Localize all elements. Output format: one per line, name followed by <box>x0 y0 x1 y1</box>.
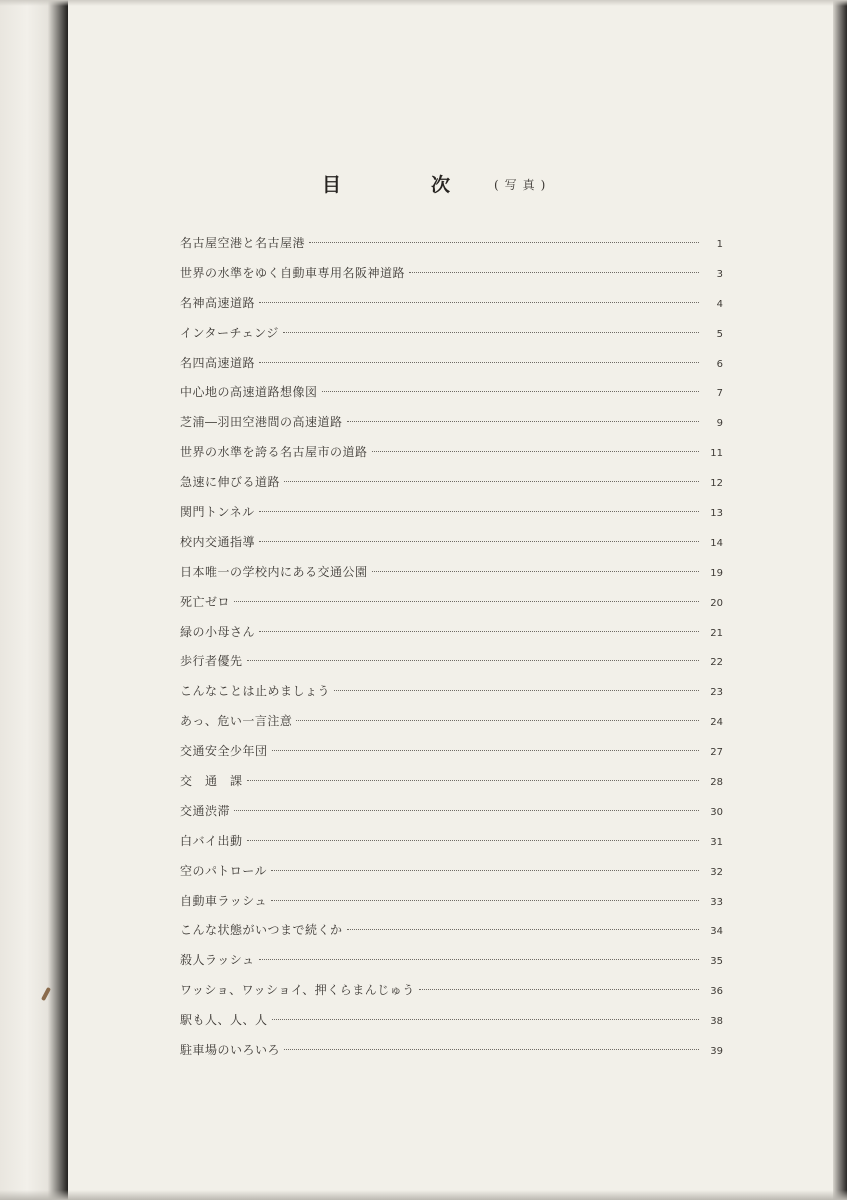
toc-dot-leader <box>347 421 699 422</box>
toc-entry-page-number: 38 <box>710 1016 723 1028</box>
toc-entry <box>180 289 723 319</box>
toc-dot-leader <box>247 780 699 781</box>
toc-entry-title: 校内交通指導 <box>180 534 256 549</box>
toc-entry <box>180 857 723 887</box>
toc-entry-title: ワッショ、ワッショイ、押くらまんじゅう <box>180 983 415 998</box>
toc-entry-title: 殺人ラッシュ <box>180 953 255 968</box>
toc-entry-title: 芝浦―羽田空港間の高速道路 <box>180 415 343 430</box>
page-bottom-edge <box>0 1190 847 1200</box>
toc-dot-leader <box>259 541 699 542</box>
title-subtitle: (写真) <box>494 178 552 192</box>
toc-dot-leader <box>259 302 699 303</box>
toc-entry-title: 日本唯一の学校内にある交通公園 <box>180 564 368 579</box>
toc-entry <box>180 438 723 468</box>
toc-entry-page-number: 19 <box>710 567 723 579</box>
toc-dot-leader <box>419 989 699 990</box>
toc-entry-page-number: 5 <box>716 328 723 340</box>
toc-dot-leader <box>271 900 699 901</box>
toc-entry-title: 空のパトロール <box>180 863 268 878</box>
toc-entry-title: 名四高速道路 <box>180 355 256 370</box>
toc-dot-leader <box>259 631 699 632</box>
toc-entry <box>180 229 723 259</box>
toc-entry-page-number: 3 <box>716 268 723 280</box>
toc-entry-page-number: 21 <box>710 627 723 639</box>
toc-dot-leader <box>296 720 699 721</box>
page-title <box>0 170 847 202</box>
toc-entry <box>180 558 723 588</box>
toc-entry <box>180 677 723 707</box>
toc-entry-title: こんなことは止めましょう <box>180 684 331 699</box>
toc-dot-leader <box>309 242 699 243</box>
toc-entry-page-number: 32 <box>710 866 723 878</box>
toc-dot-leader <box>247 840 699 841</box>
toc-dot-leader <box>409 272 699 273</box>
toc-entry <box>180 349 723 379</box>
toc-dot-leader <box>283 332 699 333</box>
toc-entry <box>180 827 723 857</box>
toc-entry <box>180 707 723 737</box>
toc-dot-leader <box>322 391 699 392</box>
toc-entry-title: 名神高速道路 <box>180 295 256 310</box>
toc-dot-leader <box>234 601 699 602</box>
toc-dot-leader <box>259 511 699 512</box>
toc-dot-leader <box>272 1019 699 1020</box>
toc-dot-leader <box>234 810 699 811</box>
title-char-2: 次 <box>431 174 451 196</box>
toc-entry-page-number: 27 <box>710 747 723 759</box>
toc-entry-page-number: 22 <box>710 657 723 669</box>
toc-entry-title: 名古屋空港と名古屋港 <box>180 236 306 250</box>
toc-entry-page-number: 9 <box>716 418 723 430</box>
toc-entry-page-number: 31 <box>710 836 723 848</box>
toc-dot-leader <box>372 451 699 452</box>
toc-entry-title: 関門トンネル <box>180 505 255 520</box>
toc-entry <box>180 1036 723 1066</box>
toc-entry <box>180 767 723 797</box>
toc-entry <box>180 618 723 648</box>
toc-entry <box>180 408 723 438</box>
page-top-edge <box>0 0 847 6</box>
toc-entry-title: 歩行者優先 <box>180 654 243 669</box>
toc-entry <box>180 1006 723 1036</box>
toc-entry-page-number: 33 <box>710 896 723 908</box>
toc-entry-page-number: 28 <box>710 777 723 789</box>
toc-dot-leader <box>259 959 699 960</box>
toc-entry-title: 交 通 課 <box>180 774 243 789</box>
toc-entry-page-number: 7 <box>716 388 723 400</box>
toc-entry <box>180 647 723 677</box>
toc-entry-title: 自動車ラッシュ <box>180 893 268 908</box>
toc-dot-leader <box>284 1049 699 1050</box>
toc-entry-page-number: 20 <box>710 597 723 609</box>
toc-entry-title: インターチェンジ <box>180 325 279 340</box>
toc-entry-page-number: 39 <box>710 1046 723 1058</box>
toc-entry-title: 急速に伸びる道路 <box>180 475 281 490</box>
toc-entry-title: 中心地の高速道路想像図 <box>180 385 318 400</box>
toc-entry-title: あっ、危い一言注意 <box>180 714 293 729</box>
toc-entry <box>180 887 723 917</box>
toc-dot-leader <box>247 660 699 661</box>
toc-entry-page-number: 6 <box>716 358 723 370</box>
toc-entry <box>180 588 723 618</box>
toc-entry-page-number: 11 <box>710 448 723 460</box>
toc-entry <box>180 916 723 946</box>
toc-dot-leader <box>334 690 699 691</box>
toc-entry-page-number: 1 <box>716 239 723 250</box>
toc-entry <box>180 976 723 1006</box>
toc-entry-title: 駅も人、人、人 <box>180 1013 268 1028</box>
toc-entry <box>180 468 723 498</box>
toc-entry-title: 死亡ゼロ <box>180 594 231 609</box>
toc-entry <box>180 498 723 528</box>
toc-dot-leader <box>259 362 699 363</box>
toc-entry <box>180 378 723 408</box>
toc-entry <box>180 528 723 558</box>
toc-entry <box>180 259 723 289</box>
toc-entry-title: 交通安全少年団 <box>180 744 268 759</box>
toc-entry-page-number: 35 <box>710 956 723 968</box>
toc-entry-title: 緑の小母さん <box>180 624 256 639</box>
toc-dot-leader <box>372 571 699 572</box>
toc-entry-title: こんな状態がいつまで続くか <box>180 923 343 938</box>
toc-dot-leader <box>347 929 699 930</box>
toc-entry-page-number: 14 <box>710 537 723 549</box>
toc-entry-page-number: 4 <box>716 298 723 310</box>
toc-entry <box>180 737 723 767</box>
toc-entry-page-number: 12 <box>710 478 723 490</box>
toc-entry-page-number: 34 <box>710 926 723 938</box>
toc-entry <box>180 319 723 349</box>
toc-entry-page-number: 23 <box>710 687 723 699</box>
toc-entry <box>180 797 723 827</box>
toc-dot-leader <box>271 870 699 871</box>
title-char-1: 目 <box>322 174 342 196</box>
toc-entry-title: 世界の水準をゆく自動車専用名阪神道路 <box>180 265 406 280</box>
toc-entry-title: 駐車場のいろいろ <box>180 1043 281 1058</box>
toc-dot-leader <box>284 481 699 482</box>
toc-entry-title: 白バイ出動 <box>180 833 243 848</box>
toc-entry <box>180 946 723 976</box>
toc-entry-page-number: 36 <box>710 986 723 998</box>
toc-entry-title: 交通渋滞 <box>180 803 231 818</box>
toc-entry-title: 世界の水準を誇る名古屋市の道路 <box>180 445 368 460</box>
table-of-contents <box>180 229 723 1066</box>
toc-entry-page-number: 24 <box>710 717 723 729</box>
toc-entry-page-number: 13 <box>710 508 723 520</box>
toc-entry-page-number: 30 <box>710 806 723 818</box>
toc-dot-leader <box>272 750 699 751</box>
